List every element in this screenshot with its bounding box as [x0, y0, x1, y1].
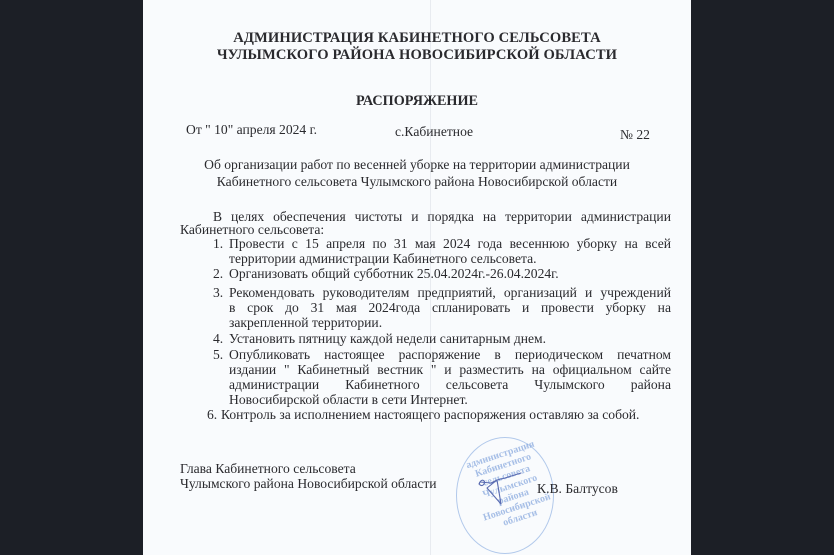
list-item-number: 2. — [213, 266, 224, 281]
list-item-line: Новосибирской области в сети Интернет. — [229, 392, 468, 407]
header-line-1: АДМИНИСТРАЦИЯ КАБИНЕТНОГО СЕЛЬСОВЕТА — [233, 30, 601, 46]
signatory-position-line-1: Глава Кабинетного сельсовета — [180, 461, 356, 476]
list-item-number: 6. — [207, 407, 218, 422]
stamp-text: администрация Кабинетного сельсовета Чулымского района Новосибирской области — [464, 438, 552, 529]
list-item-line: Рекомендовать руководителям предприятий, организаций и учреждений — [229, 285, 671, 300]
preamble-line-2: Кабинетного сельсовета: — [180, 222, 325, 237]
list-item-line: территории администрации Кабинетного сельсовета. — [229, 251, 537, 266]
subject-line-1: Об организации работ по весенней уборке на территории администрации — [204, 157, 630, 172]
document-place: с.Кабинетное — [395, 124, 474, 139]
preamble-line-1: В целях обеспечения чистоты и порядка на территории администрации — [213, 209, 671, 224]
document-date: От " 10" апреля 2024 г. — [186, 122, 318, 137]
list-item-number: 1. — [213, 236, 224, 251]
document-page — [143, 0, 691, 555]
list-item-line: издании " Кабинетный вестник " и разместить на официальном сайте — [229, 362, 671, 377]
header-line-2: ЧУЛЫМСКОГО РАЙОНА НОВОСИБИРСКОЙ ОБЛАСТИ — [216, 47, 618, 63]
list-item-line: Установить пятницу каждой недели санитарным днем. — [229, 331, 547, 346]
list-item-line: закрепленной территории. — [229, 315, 383, 330]
list-item-line: Организовать общий субботник 25.04.2024г.-26.04.2024г. — [229, 266, 559, 281]
signatory-name: К.В. Балтусов — [537, 481, 618, 496]
list-item-number: 4. — [213, 331, 224, 346]
signatory-position-line-2: Чулымского района Новосибирской области — [180, 476, 437, 491]
document-title: РАСПОРЯЖЕНИЕ — [356, 93, 478, 109]
list-item-number: 3. — [213, 285, 224, 300]
handwritten-signature-icon — [477, 472, 523, 506]
subject-line-2: Кабинетного сельсовета Чулымского района Новосибирской области — [216, 174, 618, 189]
list-item-line: администрации Кабинетного сельсовета Чулымского района — [229, 377, 671, 392]
list-item-line: Опубликовать настоящее распоряжение в периодическом печатном — [229, 347, 671, 362]
list-item-number: 5. — [213, 347, 224, 362]
list-item-line: Провести с 15 апреля по 31 мая 2024 года весеннюю уборку на всей — [229, 236, 671, 251]
list-item-line: в срок до 31 мая 2024года спланировать и провести уборку на — [229, 300, 671, 315]
list-item-line: Контроль за исполнением настоящего распоряжения оставляю за собой. — [221, 407, 640, 422]
document-number: № 22 — [620, 127, 650, 142]
